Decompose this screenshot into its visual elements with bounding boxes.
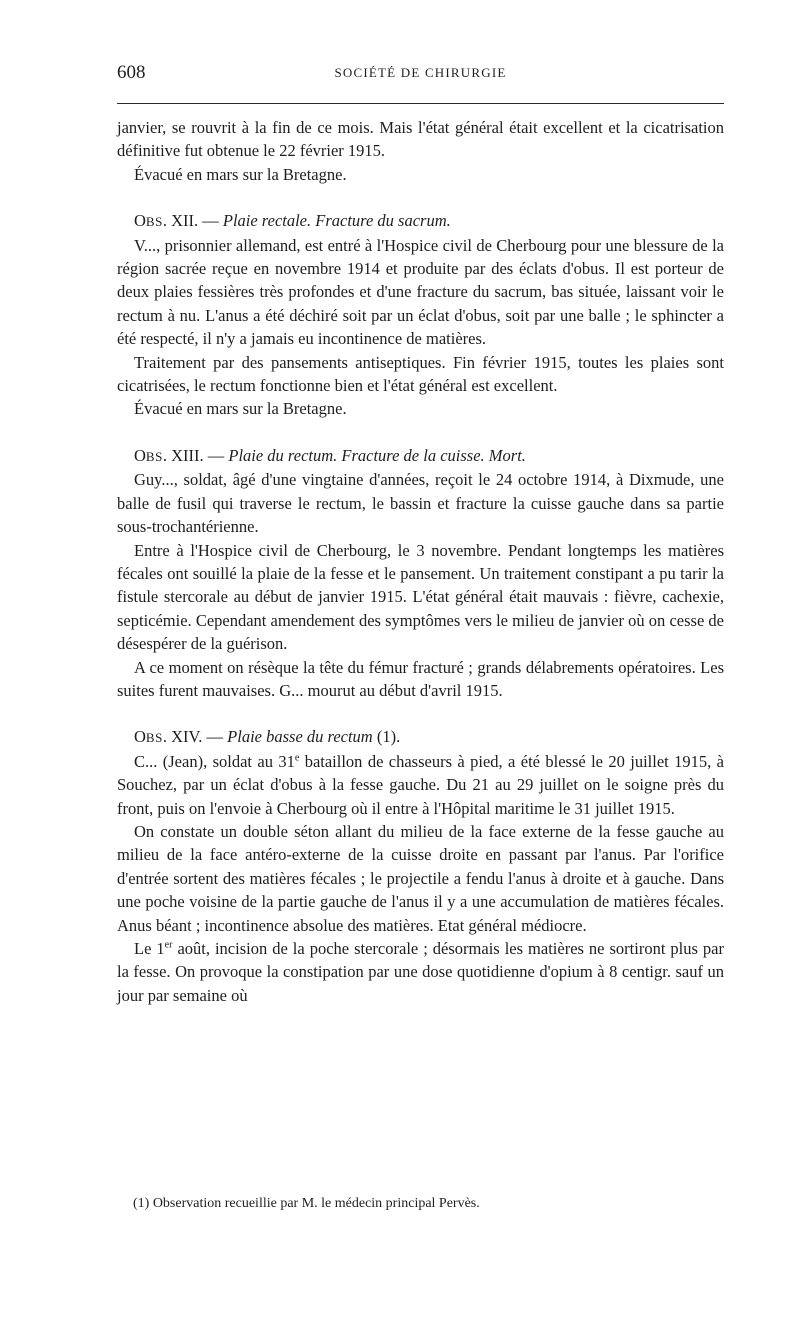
obs-label-smallcaps: BS <box>145 448 163 464</box>
obs-title: Plaie du rectum. Fracture de la cuisse. Mort. <box>228 445 526 465</box>
paragraph: janvier, se rouvrit à la fin de ce mois. Mais l'état général était excellent et la cicatrisation définitive fut obtenue le 22 février 1915. <box>117 118 724 161</box>
paragraph: A ce moment on résèque la tête du fémur fracturé ; grands délabrements opératoires. Les suites furent mauvaises. G... mourut au début d'avril 1915. <box>117 657 724 700</box>
obs-title: Plaie rectale. Fracture du sacrum. <box>222 211 451 231</box>
obs-label-number: . XII. — <box>162 211 223 231</box>
obs-label: O <box>134 211 146 231</box>
page-header <box>117 62 724 88</box>
obs-label-number: . XIII. — <box>162 445 229 465</box>
obs-label-smallcaps: BS <box>145 214 163 230</box>
header-rule <box>117 103 724 104</box>
obs-title: Plaie basse du rectum <box>227 727 373 747</box>
paragraph <box>117 750 724 820</box>
paragraph: V..., prisonnier allemand, est entré à l'Hospice civil de Cherbourg pour une blessure de la région sacrée reçue en novembre 1914 et produite par des éclats d'obus. Il est porteur de deux plaies fessières très profondes et d'une fracture du sacrum, bas située, laissant voir le rectum à nu. L'anus a été déchiré soit par un éclat d'obus, soit par une balle ; le sphincter a été respecté, il n'y a jamais eu incontinence de matières. <box>117 235 724 349</box>
superscript: er <box>164 939 173 951</box>
paragraph <box>117 937 724 1007</box>
paragraph: Évacué en mars sur la Bretagne. <box>134 164 347 184</box>
observation-heading <box>117 725 724 749</box>
paragraph: On constate un double séton allant du milieu de la face externe de la fesse gauche au milieu de la face antéro-externe de la cuisse droite en passant par l'anus. Par l'orifice d'entrée sortent des matières fécales ; le projectile a fendu l'anus à droite et à gauche. Dans une poche voisine de la partie gauche de l'anus il y a une accumulation de matières fécales. Anus béant ; incontinence absolue des matières. Etat général médiocre. <box>117 821 724 935</box>
paragraph: Traitement par des pansements antiseptiques. Fin février 1915, toutes les plaies sont cicatrisées, le rectum fonctionne bien et l'état général est excellent. <box>117 352 724 396</box>
obs-label: O <box>134 727 146 747</box>
observation-heading <box>117 444 724 468</box>
body-text <box>117 116 724 1007</box>
paragraph: Entre à l'Hospice civil de Cherbourg, le 3 novembre. Pendant longtemps les matières fécales ont souillé la plaie de la fesse et le pansement. Un traitement constipant a pu tarir la fistule stercorale au début de janvier 1915. L'état général était mauvais : fièvre, cachexie, septicémie. Cependant amendement des symptômes vers le milieu de janvier où on cesse de désespérer de la guérison. <box>117 540 724 654</box>
paragraph-text: C... (Jean), soldat au 31 <box>134 751 295 771</box>
page-number: 608 <box>117 62 146 83</box>
paragraph: Évacué en mars sur la Bretagne. <box>134 399 347 419</box>
running-title: SOCIÉTÉ DE CHIRURGIE <box>334 65 507 80</box>
paragraph-text: août, incision de la poche stercorale ; désormais les matières ne sortiront plus par la fesse. On provoque la constipation par une dose quotidienne d'opium à 8 centigr. sauf un jour par semaine où <box>117 939 724 1005</box>
footnote-ref: (1). <box>372 727 401 747</box>
obs-label-number: . XIV. — <box>162 727 228 747</box>
paragraph-text: bataillon de chasseurs à pied, a été blessé le 20 juillet 1915, à Souchez, par un éclat d'obus à la fesse gauche. Du 21 au 29 juillet on le soigne près du front, puis on l'envoie à Cherbourg où il entre à l'Hôpital maritime le 31 juillet 1915. <box>117 751 724 818</box>
footnote: (1) Observation recueillie par M. le médecin principal Pervès. <box>133 1196 480 1211</box>
obs-label-smallcaps: BS <box>145 730 163 746</box>
superscript: e <box>294 752 300 764</box>
paragraph-text: Le 1 <box>134 939 165 958</box>
observation-heading <box>117 209 724 233</box>
paragraph: Guy..., soldat, âgé d'une vingtaine d'années, reçoit le 24 octobre 1914, à Dixmude, une balle de fusil qui traverse le rectum, le bassin et fracture la cuisse gauche dans sa partie sous-trochantérienne. <box>117 470 724 537</box>
obs-label: O <box>134 445 146 465</box>
